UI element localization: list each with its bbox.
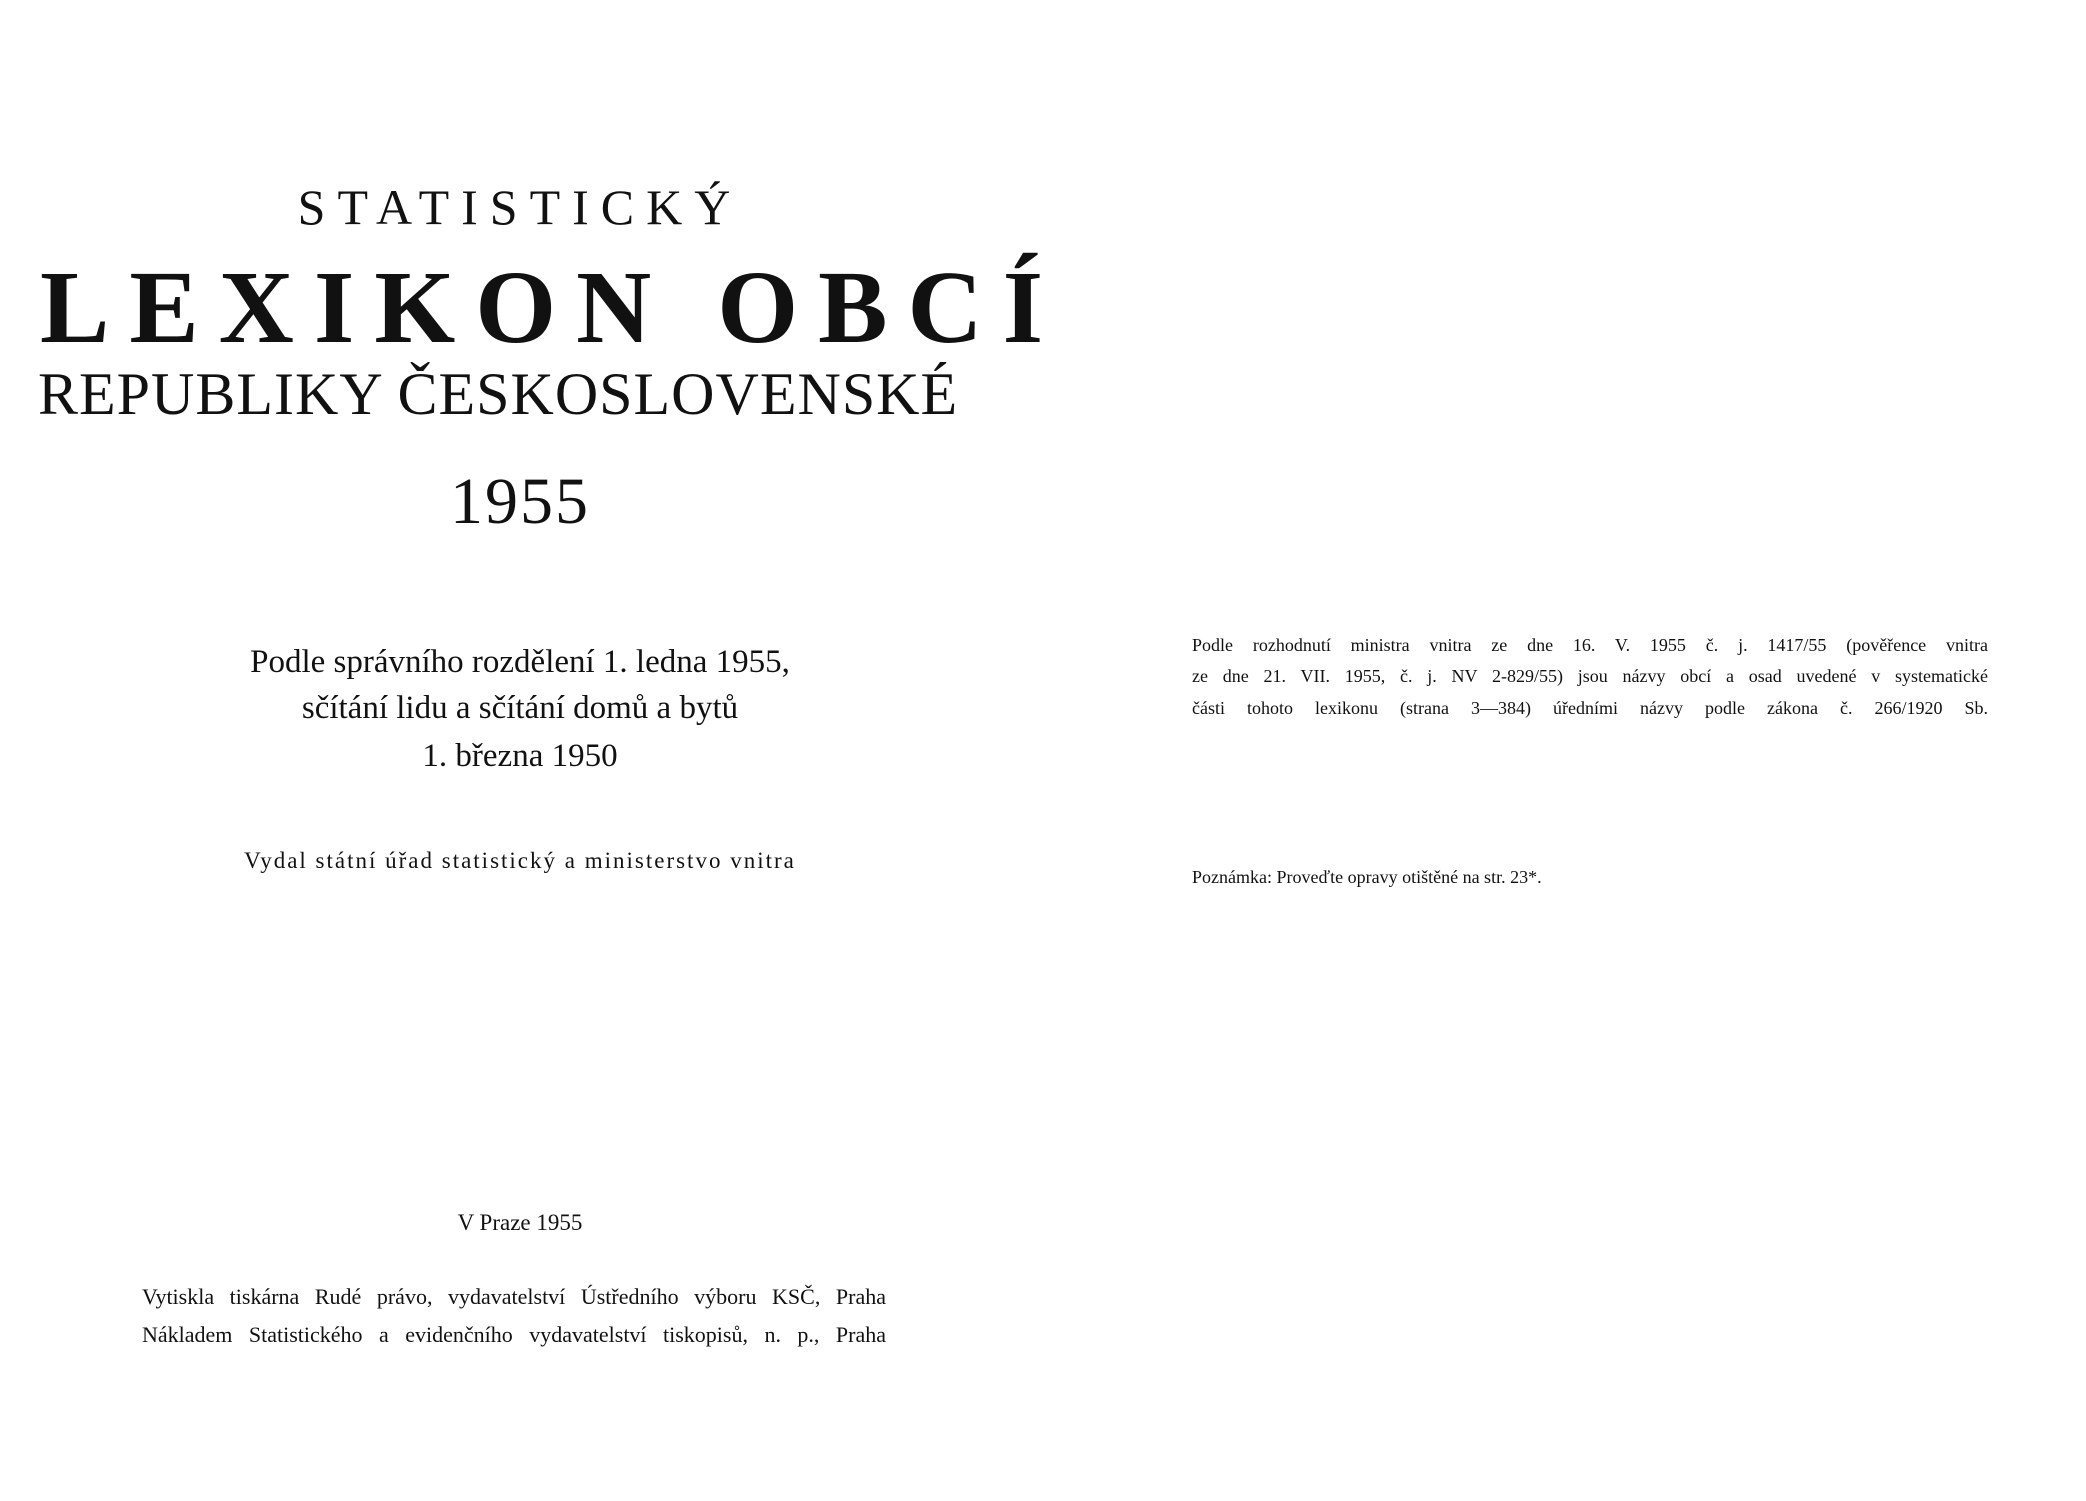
title-line-statisticky: STATISTICKÝ: [297, 179, 743, 235]
place-and-year: V Praze 1955: [457, 1210, 583, 1235]
correction-note: Poznámka: Proveďte opravy otištěné na str. 23*.: [1192, 867, 1542, 887]
subtitle-line-1: Podle správního rozdělení 1. ledna 1955,: [250, 644, 790, 680]
publisher-line: Vydal státní úřad statistický a ministerstvo vnitra: [244, 848, 796, 873]
title-line-lexikon-obci: LEXIKON OBCÍ: [40, 250, 1064, 365]
imprint-printer: Vytiskla tiskárna Rudé právo, vydavatelství Ústředního výboru KSČ, Praha: [142, 1284, 886, 1309]
notice-line-3: části tohoto lexikonu (strana 3—384) úředními názvy podle zákona č. 266/1920 Sb.: [1192, 698, 1988, 718]
title-line-republiky: REPUBLIKY ČESKOSLOVENSKÉ: [38, 361, 959, 427]
notice-page: [1040, 0, 2086, 1501]
subtitle-line-2: sčítání lidu a sčítání domů a bytů: [301, 690, 739, 726]
notice-line-2: ze dne 21. VII. 1955, č. j. NV 2-829/55) jsou názvy obcí a osad uvedené v systematické: [1192, 666, 1988, 686]
subtitle-line-3: 1. března 1950: [422, 738, 618, 774]
title-year: 1955: [450, 465, 590, 538]
notice-line-1: Podle rozhodnutí ministra vnitra ze dne 16. V. 1955 č. j. 1417/55 (pověřence vnitra: [1192, 635, 1988, 655]
imprint-publisher: Nákladem Statistického a evidenčního vydavatelství tiskopisů, n. p., Praha: [142, 1322, 886, 1347]
